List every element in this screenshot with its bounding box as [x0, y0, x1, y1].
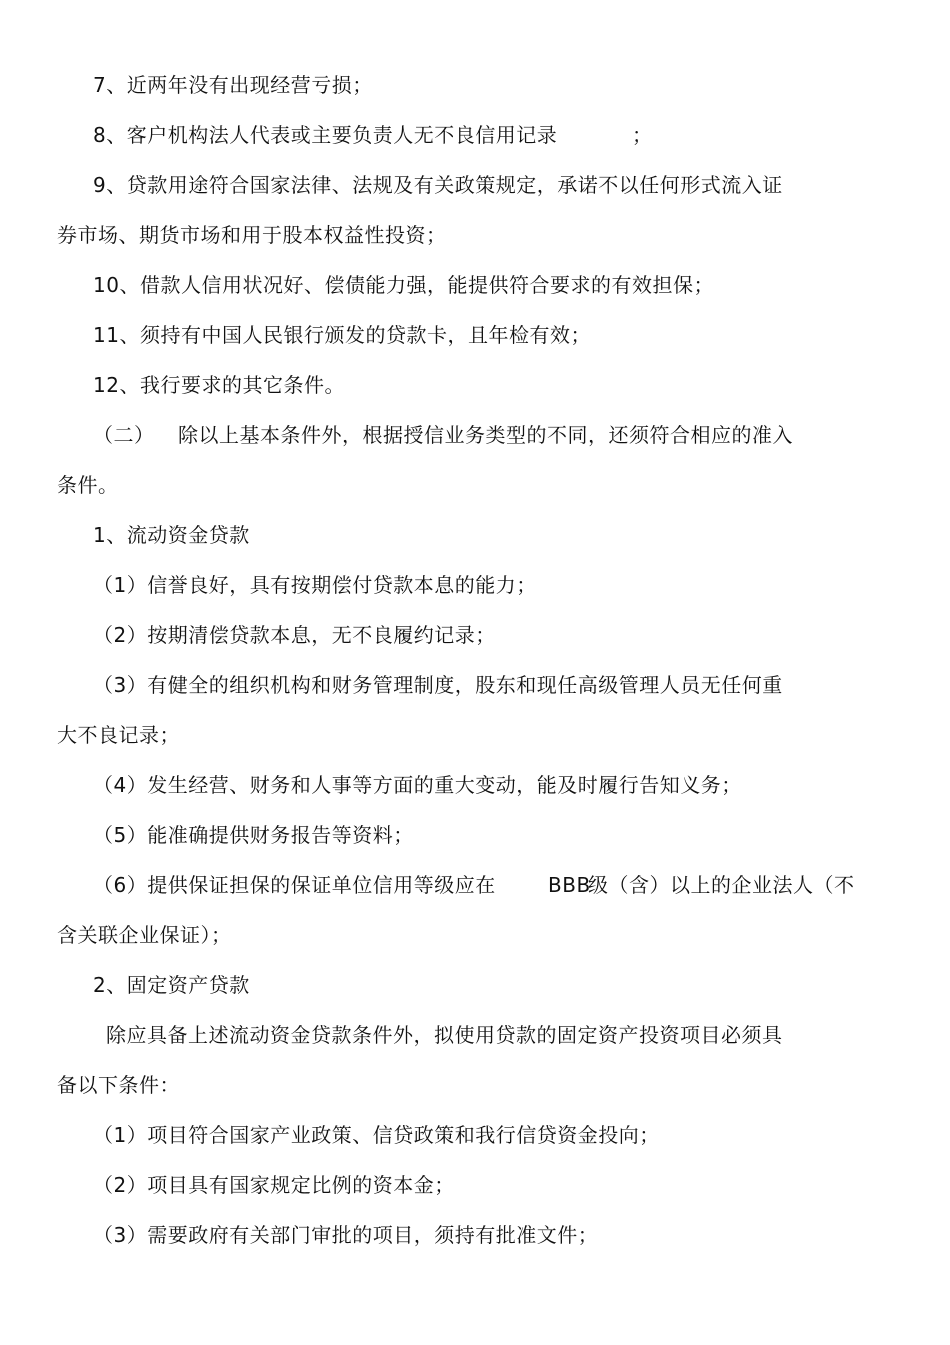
fa-intro: 除应具备上述流动资金贷款条件外，拟使用贷款的固定资产投资项目必须具 — [106, 1023, 783, 1047]
wc-item-6-cont: 含关联企业保证）； — [57, 923, 232, 947]
condition-7: 7、近两年没有出现经营亏损； — [93, 73, 373, 97]
condition-10: 10、借款人信用状况好、偿债能力强，能提供符合要求的有效担保； — [93, 273, 714, 297]
condition-8-end: ； — [632, 123, 653, 147]
wc-item-4: （4）发生经营、财务和人事等方面的重大变动，能及时履行告知义务； — [93, 773, 742, 797]
condition-12: 12、我行要求的其它条件。 — [93, 373, 345, 397]
section-2-intro: 除以上基本条件外，根据授信业务类型的不同，还须符合相应的准入 — [178, 423, 793, 447]
condition-9-cont: 券市场、期货市场和用于股本权益性投资； — [57, 223, 447, 247]
wc-item-5: （5）能准确提供财务报告等资料； — [93, 823, 414, 847]
fa-item-3: （3）需要政府有关部门审批的项目，须持有批准文件； — [93, 1223, 599, 1247]
heading-working-capital-loan: 1、流动资金贷款 — [93, 523, 250, 547]
fa-item-1: （1）项目符合国家产业政策、信贷政策和我行信贷资金投向； — [93, 1123, 660, 1147]
wc-item-3: （3）有健全的组织机构和财务管理制度，股东和现任高级管理人员无任何重 — [93, 673, 783, 697]
wc-item-6: （6）提供保证担保的保证单位信用等级应在 — [93, 873, 496, 897]
fa-item-2: （2）项目具有国家规定比例的资本金； — [93, 1173, 455, 1197]
wc-item-6-rating: BBB — [548, 873, 591, 897]
wc-item-1: （1）信誉良好，具有按期偿付贷款本息的能力； — [93, 573, 537, 597]
section-2-intro-cont: 条件。 — [57, 473, 119, 497]
heading-fixed-asset-loan: 2、固定资产贷款 — [93, 973, 250, 997]
wc-item-2: （2）按期清偿贷款本息，无不良履约记录； — [93, 623, 496, 647]
condition-9: 9、贷款用途符合国家法律、法规及有关政策规定，承诺不以任何形式流入证 — [93, 173, 783, 197]
fa-intro-cont: 备以下条件： — [57, 1073, 180, 1097]
section-2-marker: （二） — [93, 423, 155, 447]
condition-8: 8、客户机构法人代表或主要负责人无不良信用记录 — [93, 123, 558, 147]
wc-item-6-rest: 级（含）以上的企业法人（不 — [588, 873, 855, 897]
wc-item-3-cont: 大不良记录； — [57, 723, 180, 747]
condition-11: 11、须持有中国人民银行颁发的贷款卡，且年检有效； — [93, 323, 591, 347]
